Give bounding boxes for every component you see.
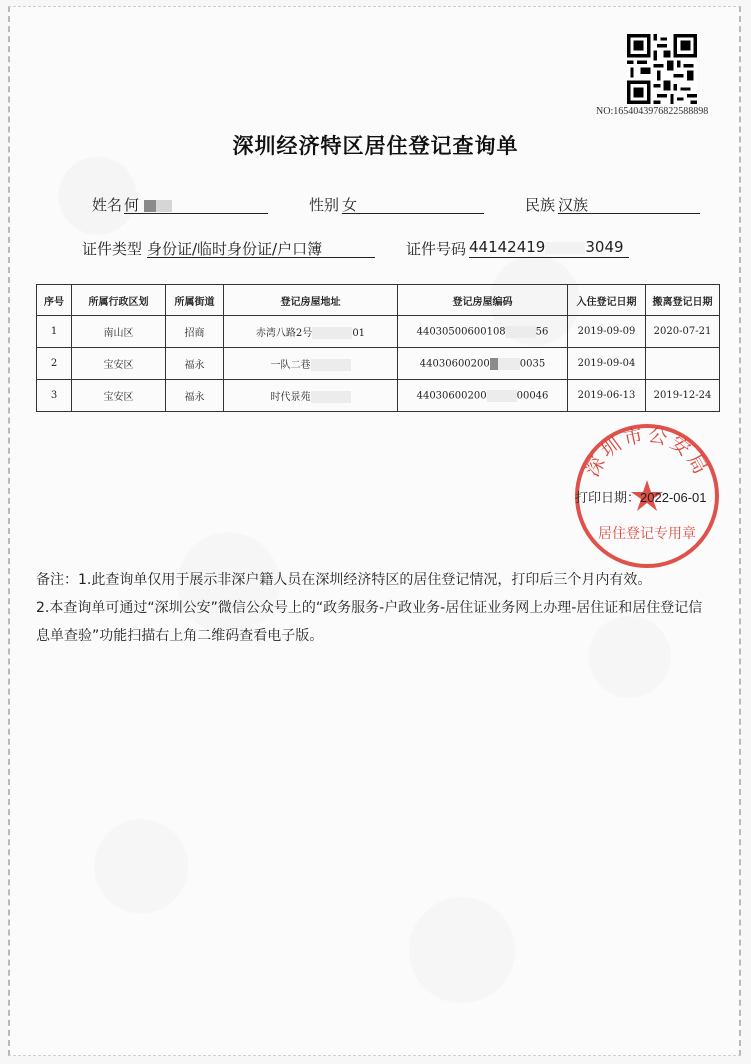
redaction-mask bbox=[545, 242, 585, 254]
redaction-mask bbox=[311, 359, 351, 371]
id-number-end: 3049 bbox=[585, 238, 624, 256]
id-type-label: 证件类型 bbox=[82, 240, 143, 258]
cell-checkin: 2019-06-13 bbox=[568, 380, 646, 412]
cell-code bbox=[398, 380, 568, 412]
cell-checkout bbox=[646, 348, 720, 380]
address-text: 时代景苑 bbox=[270, 391, 311, 403]
cell-no: 2 bbox=[37, 348, 72, 380]
cell-address bbox=[224, 348, 398, 380]
cell-code bbox=[398, 316, 568, 348]
column-header: 登记房屋地址 bbox=[224, 285, 398, 316]
redaction-mask bbox=[506, 326, 536, 338]
column-header: 入住登记日期 bbox=[568, 285, 646, 316]
redaction-mask bbox=[156, 200, 172, 212]
redaction-mask bbox=[487, 390, 517, 402]
code-start: 44030600200 bbox=[419, 358, 490, 369]
cell-no: 3 bbox=[37, 380, 72, 412]
cell-code bbox=[398, 348, 568, 380]
cell-address bbox=[224, 316, 398, 348]
redaction-mask bbox=[312, 327, 352, 339]
remark-line-1: 备注：1.此查询单仅用于展示非深户籍人员在深圳经济特区的居住登记情况，打印后三个月内有效。 bbox=[36, 572, 652, 588]
gender-label: 性别 bbox=[309, 196, 340, 214]
name-field bbox=[124, 194, 268, 214]
code-end: 00046 bbox=[516, 390, 549, 401]
id-number-label: 证件号码 bbox=[406, 240, 467, 258]
cell-district: 宝安区 bbox=[72, 348, 166, 380]
redaction-mask bbox=[490, 358, 498, 370]
cell-district: 宝安区 bbox=[72, 380, 166, 412]
table-header-row bbox=[37, 285, 720, 316]
residence-records-table bbox=[36, 284, 720, 412]
ethnicity-label: 民族 bbox=[525, 196, 556, 214]
seal-top-text: 深圳市公安局 bbox=[581, 423, 713, 481]
id-number-field bbox=[469, 238, 629, 258]
column-header: 所属行政区划 bbox=[72, 285, 166, 316]
cell-checkin: 2019-09-04 bbox=[568, 348, 646, 380]
name-value: 何 bbox=[124, 196, 140, 214]
address-text: 赤湾八路2号 bbox=[255, 327, 313, 339]
table-row bbox=[37, 316, 720, 348]
cell-street: 福永 bbox=[166, 348, 224, 380]
cell-address bbox=[224, 380, 398, 412]
code-end: 0035 bbox=[519, 358, 546, 369]
cell-street: 福永 bbox=[166, 380, 224, 412]
table-row bbox=[37, 380, 720, 412]
cell-street: 招商 bbox=[166, 316, 224, 348]
print-date: 打印日期：2022-06-01 bbox=[575, 490, 707, 505]
name-label: 姓名 bbox=[92, 196, 123, 214]
address-text: 一队二巷 bbox=[270, 359, 311, 371]
gender-value: 女 bbox=[342, 194, 484, 214]
code-end: 56 bbox=[535, 326, 549, 337]
column-header: 所属街道 bbox=[166, 285, 224, 316]
page-title: 深圳经济特区居住登记查询单 bbox=[232, 134, 519, 158]
redaction-mask bbox=[311, 391, 351, 403]
cell-no: 1 bbox=[37, 316, 72, 348]
qr-code-icon bbox=[627, 34, 697, 104]
remarks-section bbox=[36, 566, 716, 650]
redaction-mask bbox=[144, 200, 156, 212]
cell-checkout: 2020-07-21 bbox=[646, 316, 720, 348]
table-row bbox=[37, 348, 720, 380]
remark-line-2: 2.本查询单可通过“深圳公安”微信公众号上的“政务服务-户政业务-居住证业务网上办理-居住证和居住登记信息单查验”功能扫描右上角二维码查看电子版。 bbox=[36, 600, 703, 644]
column-header: 序号 bbox=[37, 285, 72, 316]
serial-number: NO:1654043976822588898 bbox=[596, 106, 709, 117]
redaction-mask bbox=[498, 358, 520, 370]
code-start: 44030600200 bbox=[416, 390, 487, 401]
id-type-value: 身份证/临时身份证/户口簿 bbox=[147, 238, 375, 258]
svg-text:深圳市公安局 bbox=[581, 424, 712, 480]
address-tail: 01 bbox=[352, 327, 366, 339]
seal-bottom-text: 居住登记专用章 bbox=[598, 526, 696, 542]
column-header: 搬离登记日期 bbox=[646, 285, 720, 316]
cell-checkout: 2019-12-24 bbox=[646, 380, 720, 412]
id-number-start: 44142419 bbox=[469, 238, 546, 256]
code-start: 44030500600108 bbox=[416, 326, 506, 337]
column-header: 登记房屋编码 bbox=[398, 285, 568, 316]
cell-checkin: 2019-09-09 bbox=[568, 316, 646, 348]
ethnicity-value: 汉族 bbox=[558, 194, 700, 214]
cell-district: 南山区 bbox=[72, 316, 166, 348]
